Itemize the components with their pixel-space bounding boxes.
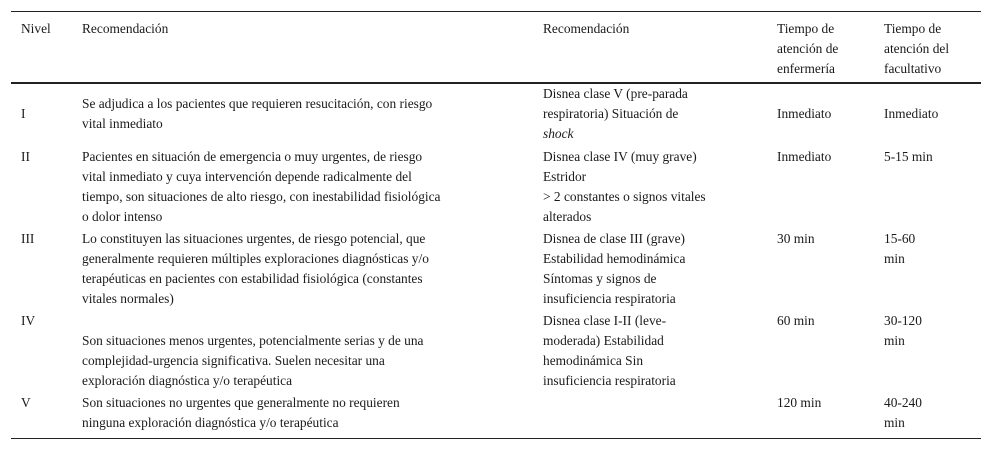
- row-3-recomendacion: Disnea de clase III (grave) Estabilidad hemodinámica Síntomas y signos de insuficiencia respiratoria: [543, 231, 686, 306]
- row-4-facultativo: 30-120 min: [884, 313, 922, 348]
- row-4-nivel: IV: [21, 313, 36, 328]
- row-1-descripcion: Se adjudica a los pacientes que requieren resucitación, con riesgo vital inmediato: [82, 96, 433, 131]
- row-1-facultativo: Inmediato: [884, 106, 939, 121]
- row-2-enfermeria: Inmediato: [777, 149, 832, 164]
- row-2-facultativo: 5-15 min: [884, 149, 933, 164]
- row-3-enfermeria: 30 min: [777, 231, 815, 246]
- header-tiempo-facultativo: Tiempo de atención del facultativo: [884, 21, 950, 76]
- row-1-enfermeria: Inmediato: [777, 106, 832, 121]
- table-top-rule: [11, 11, 981, 12]
- row-4-enfermeria: 60 min: [777, 313, 815, 328]
- table-header-rule: [11, 82, 981, 84]
- header-nivel: Nivel: [21, 21, 51, 36]
- row-4-recomendacion: Disnea clase I-II (leve- moderada) Estabilidad hemodinámica Sin insuficiencia respiratoria: [543, 313, 676, 388]
- row-3-descripcion: Lo constituyen las situaciones urgentes, de riesgo potencial, que generalmente requieren múltiples exploraciones diagnósticas y/o terapéuticas en pacientes con estabilidad fisiológica (constantes vitales normales): [82, 231, 429, 306]
- row-5-nivel: V: [21, 395, 31, 410]
- row-2-recomendacion: Disnea clase IV (muy grave) Estridor > 2 constantes o signos vitales alterados: [543, 149, 706, 224]
- row-2-nivel: II: [21, 149, 30, 164]
- table-bottom-rule: [11, 438, 981, 439]
- header-tiempo-enfermeria: Tiempo de atención de enfermería: [777, 21, 839, 76]
- row-5-enfermeria: 120 min: [777, 395, 822, 410]
- row-5-facultativo: 40-240 min: [884, 395, 922, 430]
- row-1-nivel: I: [21, 106, 26, 121]
- header-recomendacion-1: Recomendación: [82, 21, 169, 36]
- row-5-descripcion: Son situaciones no urgentes que generalmente no requieren ninguna exploración diagnóstica y/o terapéutica: [82, 395, 400, 430]
- row-3-facultativo: 15-60 min: [884, 231, 916, 266]
- row-2-descripcion: Pacientes en situación de emergencia o muy urgentes, de riesgo vital inmediato y cuya intervención depende radicalmente del tiempo, son situaciones de alto riesgo, con inestabilidad fisiológica o dolor intenso: [82, 149, 441, 224]
- header-recomendacion-2: Recomendación: [543, 21, 630, 36]
- row-4-descripcion: Son situaciones menos urgentes, potencialmente serias y de una complejidad-urgencia significativa. Suelen necesitar una exploración diagnóstica y/o terapéutica: [82, 333, 424, 388]
- row-1-recomendacion: Disnea clase V (pre-parada respiratoria) Situación de shock: [543, 86, 688, 141]
- row-3-nivel: III: [21, 231, 35, 246]
